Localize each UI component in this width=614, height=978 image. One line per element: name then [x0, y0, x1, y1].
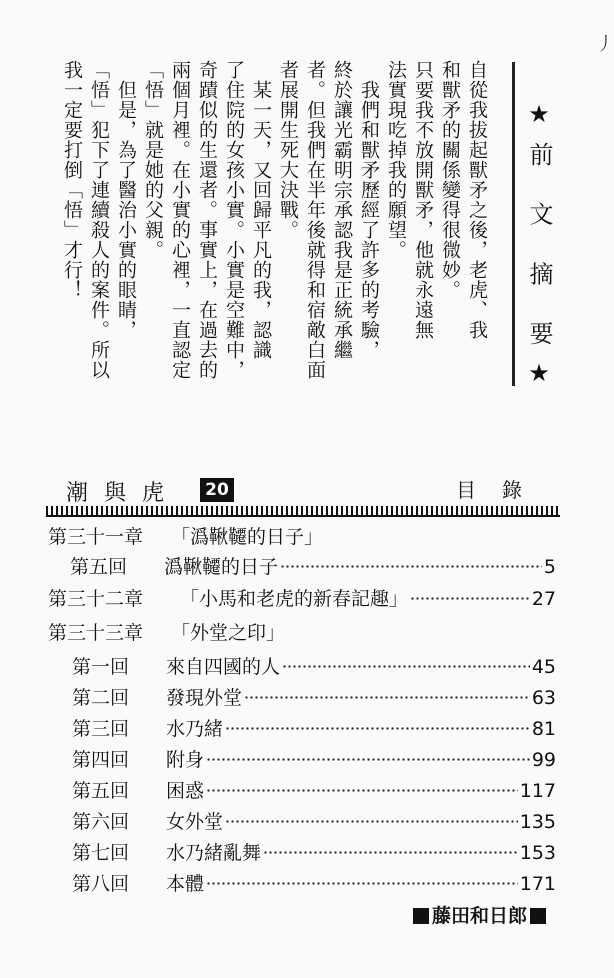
leader-dots: [263, 850, 518, 860]
summary-column: 法實現吃掉我的願望。: [385, 60, 407, 260]
toc-entry: [72, 838, 556, 868]
entry-label: 第五回: [70, 556, 128, 578]
entry-title: 困惑: [166, 780, 205, 802]
entry-title: 水乃緒: [166, 718, 224, 740]
summary-column: 兩個月裡。在小實的心裡，一直認定: [169, 60, 191, 380]
leader-dots: [282, 664, 530, 674]
toc-chapter: [48, 522, 323, 552]
chapter-title: 「小馬和老虎的新春記趣」: [180, 588, 409, 610]
toc-entry: [72, 652, 556, 682]
entry-label: 第三回: [72, 718, 130, 740]
summary-column: 「悟」犯下了連續殺人的案件。所以: [88, 60, 110, 380]
author-credit: [410, 902, 549, 930]
chapter-label: 第三十三章: [48, 622, 144, 644]
entry-title: 來自四國的人: [166, 656, 281, 678]
summary-column: 我們和獸矛歷經了許多的考驗，: [358, 80, 380, 360]
page-number: 99: [531, 749, 556, 771]
summary-column: 只要我不放開獸矛，他就永遠無: [412, 60, 434, 340]
leader-dots: [206, 881, 518, 891]
page-number: 117: [519, 780, 556, 802]
page-number: 5: [543, 556, 556, 578]
summary-column: 我一定要打倒「悟」才行！: [61, 60, 83, 300]
entry-label: 第四回: [72, 749, 130, 771]
entry-title: 本體: [166, 873, 205, 895]
page-number: 81: [531, 718, 556, 740]
toc-chapter: [48, 618, 285, 648]
summary-divider: [512, 62, 515, 386]
entry-title: 女外堂: [166, 811, 224, 833]
entry-label: 第八回: [72, 873, 130, 895]
series-title: 潮與虎: [66, 481, 181, 506]
entry-title: 發現外堂: [166, 687, 243, 709]
toc-entry: [72, 869, 556, 899]
entry-label: 第七回: [72, 842, 130, 864]
volume-badge: 20: [200, 478, 234, 502]
page-number: 171: [519, 873, 556, 895]
leader-dots: [225, 726, 530, 736]
chapter-label: 第三十一章: [48, 526, 144, 548]
entry-label: 第五回: [72, 780, 130, 802]
toc-entry: [72, 807, 556, 837]
leader-dots: [244, 695, 530, 705]
summary-column: 奇蹟似的生還者。事實上，在過去的: [196, 60, 218, 380]
toc-entry: [70, 552, 556, 582]
page-number: 27: [531, 588, 556, 610]
summary-section: [40, 60, 500, 410]
toc-entry: [72, 745, 556, 775]
chapter-title: 「外堂之印」: [171, 622, 286, 644]
summary-column: 終於讓光霸明宗承認我是正統承繼: [331, 60, 353, 360]
page-number: 135: [519, 811, 556, 833]
summary-title: ★前 文 摘 要★: [525, 100, 553, 401]
toc-label: 目錄: [456, 478, 548, 502]
chapter-title: 「潙鞦韆的日子」: [171, 526, 324, 548]
entry-title: 水乃緒亂舞: [166, 842, 262, 864]
summary-column: 某一天，又回歸平凡的我，認識: [250, 80, 272, 360]
leader-dots: [280, 564, 542, 574]
summary-column: 和獸矛的關係變得很微妙。: [439, 60, 461, 300]
author-name: 藤田和日郎: [432, 905, 528, 927]
toc-chapter-entry: [48, 584, 556, 614]
entry-label: 第一回: [72, 656, 130, 678]
square-mark-icon: [413, 908, 429, 924]
toc-rule-line: [46, 515, 560, 517]
edge-mark: 丿: [596, 34, 614, 55]
entry-title: 附身: [166, 749, 205, 771]
page-number: 45: [531, 656, 556, 678]
summary-column: 「悟」就是她的父親。: [142, 60, 164, 260]
leader-dots: [206, 757, 530, 767]
entry-title: 潙鞦韆的日子: [164, 556, 279, 578]
summary-column: 但是，為了醫治小實的眼睛，: [115, 80, 137, 340]
summary-column: 者。但我們在半年後就得和宿敵白面: [304, 60, 326, 380]
summary-column: 了住院的女孩小實。小實是空難中，: [223, 60, 245, 380]
chapter-label: 第三十二章: [48, 588, 144, 610]
square-mark-icon: [530, 908, 546, 924]
leader-dots: [410, 596, 530, 606]
toc-entry: [72, 683, 556, 713]
toc-entry: [72, 714, 556, 744]
summary-column: 自從我拔起獸矛之後，老虎、我: [466, 60, 488, 340]
toc-header: [46, 472, 558, 506]
page-number: 153: [519, 842, 556, 864]
entry-label: 第六回: [72, 811, 130, 833]
leader-dots: [225, 819, 518, 829]
summary-column: 者展開生死大決戰。: [277, 60, 299, 240]
page-number: 63: [531, 687, 556, 709]
leader-dots: [206, 788, 518, 798]
toc-entry: [72, 776, 556, 806]
entry-label: 第二回: [72, 687, 130, 709]
